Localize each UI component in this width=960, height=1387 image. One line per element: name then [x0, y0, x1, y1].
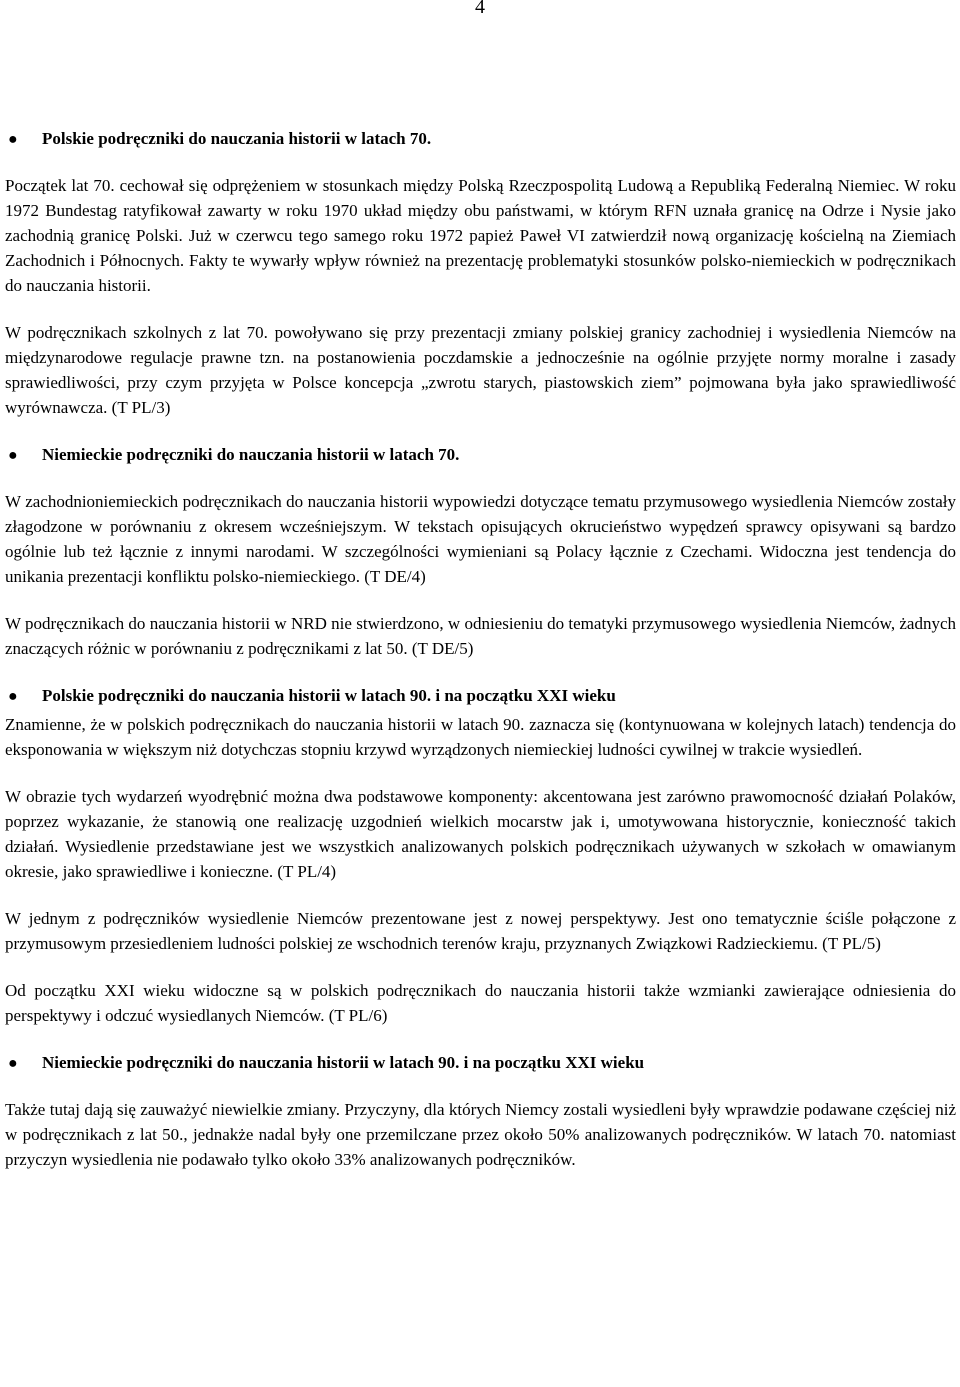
paragraph: Od początku XXI wieku widoczne są w polskich podręcznikach do nauczania historii także wzmianki zawierające odniesienia do perspektywy i odczuć wysiedlanych Niemców. (T PL/6)	[5, 981, 956, 1025]
paragraph: W podręcznikach do nauczania historii w NRD nie stwierdzono, w odniesieniu do tematyki przymusowego wysiedlenia Niemców, żadnych znaczących różnic w porównaniu z podręcznikami z lat 50. (T DE/5)	[5, 614, 956, 658]
bullet-icon: ●	[8, 688, 18, 705]
bullet-icon: ●	[8, 1055, 18, 1072]
section-heading	[5, 683, 956, 710]
bullet-icon: ●	[8, 447, 18, 464]
document-body	[5, 126, 956, 1172]
section-heading	[5, 126, 956, 153]
paragraph: Znamienne, że w polskich podręcznikach do nauczania historii w latach 90. zaznacza się (kontynuowana w kolejnych latach) tendencja do eksponowania w większym niż dotychczas stopniu krzywd wyrządzonych niemieckiej ludności cywilnej w trakcie wysiedleń.	[5, 715, 956, 759]
paragraph: W obrazie tych wydarzeń wyodrębnić można dwa podstawowe komponenty: akcentowana jest zarówno prawomocność działań Polaków, poprzez wykazanie, że stanowią one realizację uzgodnień wielkich mocarstw jak i, umotywowana historycznie, konieczność takich działań. Wysiedlenie przedstawiane jest we wszystkich analizowanych polskich podręcznikach używanych w szkołach w omawianym okresie, jako sprawiedliwe i konieczne. (T PL/4)	[5, 787, 956, 881]
paragraph: Początek lat 70. cechował się odprężeniem w stosunkach między Polską Rzeczpospolitą Ludową a Republiką Federalną Niemiec. W roku 1972 Bundestag ratyfikował zawarty w roku 1970 układ między obu państwami, w którym RFN uznała granicę na Odrze i Nysie jako zachodnią granicę Polski. Już w czerwcu tego samego roku 1972 papież Paweł VI zatwierdził nową organizację kościelną na Ziemiach Zachodnich i Północnych. Fakty te wywarły wpływ również na prezentację problematyki stosunków polsko-niemieckich w podręcznikach do nauczania historii.	[5, 176, 956, 295]
bullet-icon: ●	[8, 131, 18, 148]
section-heading-text: Niemieckie podręczniki do nauczania historii w latach 70.	[42, 445, 460, 464]
section-heading-text: Polskie podręczniki do nauczania historii w latach 70.	[42, 129, 432, 148]
paragraph: W zachodnioniemieckich podręcznikach do nauczania historii wypowiedzi dotyczące tematu przymusowego wysiedlenia Niemców zostały złagodzone w porównaniu z okresem wcześniejszym. W tekstach opisujących okrucieństwo wypędzeń sprawcy opisywani są bardzo ogólnie lub też łącznie z innymi narodami. W szczególności wymieniani są Polacy łącznie z Czechami. Widoczna jest tendencja do unikania prezentacji konfliktu polsko-niemieckiego. (T DE/4)	[5, 492, 956, 586]
paragraph: W podręcznikach szkolnych z lat 70. powoływano się przy prezentacji zmiany polskiej granicy zachodniej i wysiedlenia Niemców na międzynarodowe regulacje prawne tzn. na postanowienia poczdamskie a jednocześnie na ogólnie przyjęte normy moralne i zasady sprawiedliwości, przy czym przyjęta w Polsce koncepcja „zwrotu starych, piastowskich ziem” pojmowana była jako sprawiedliwość wyrównawcza. (T PL/3)	[5, 323, 956, 417]
section-heading	[5, 1050, 956, 1077]
section-heading-text: Polskie podręczniki do nauczania historii w latach 90. i na początku XXI wieku	[42, 686, 616, 705]
section-heading	[5, 442, 956, 469]
paragraph: W jednym z podręczników wysiedlenie Niemców prezentowane jest z nowej perspektywy. Jest ono tematycznie ściśle połączone z przymusowym przesiedleniem ludności polskiej ze wschodnich terenów kraju, przyznanych Związkowi Radzieckiemu. (T PL/5)	[5, 909, 956, 953]
section-heading-text: Niemieckie podręczniki do nauczania historii w latach 90. i na początku XXI wieku	[42, 1053, 645, 1072]
page-number: 4	[475, 0, 485, 18]
paragraph: Także tutaj dają się zauważyć niewielkie zmiany. Przyczyny, dla których Niemcy zostali wysiedleni były wprawdzie podawane częściej niż w podręcznikach z lat 50., jednakże nadal były one przemilczane przez około 50% analizowanych podręczników. W latach 70. natomiast przyczyn wysiedlenia nie podawało tylko około 33% analizowanych podręczników.	[5, 1100, 956, 1169]
